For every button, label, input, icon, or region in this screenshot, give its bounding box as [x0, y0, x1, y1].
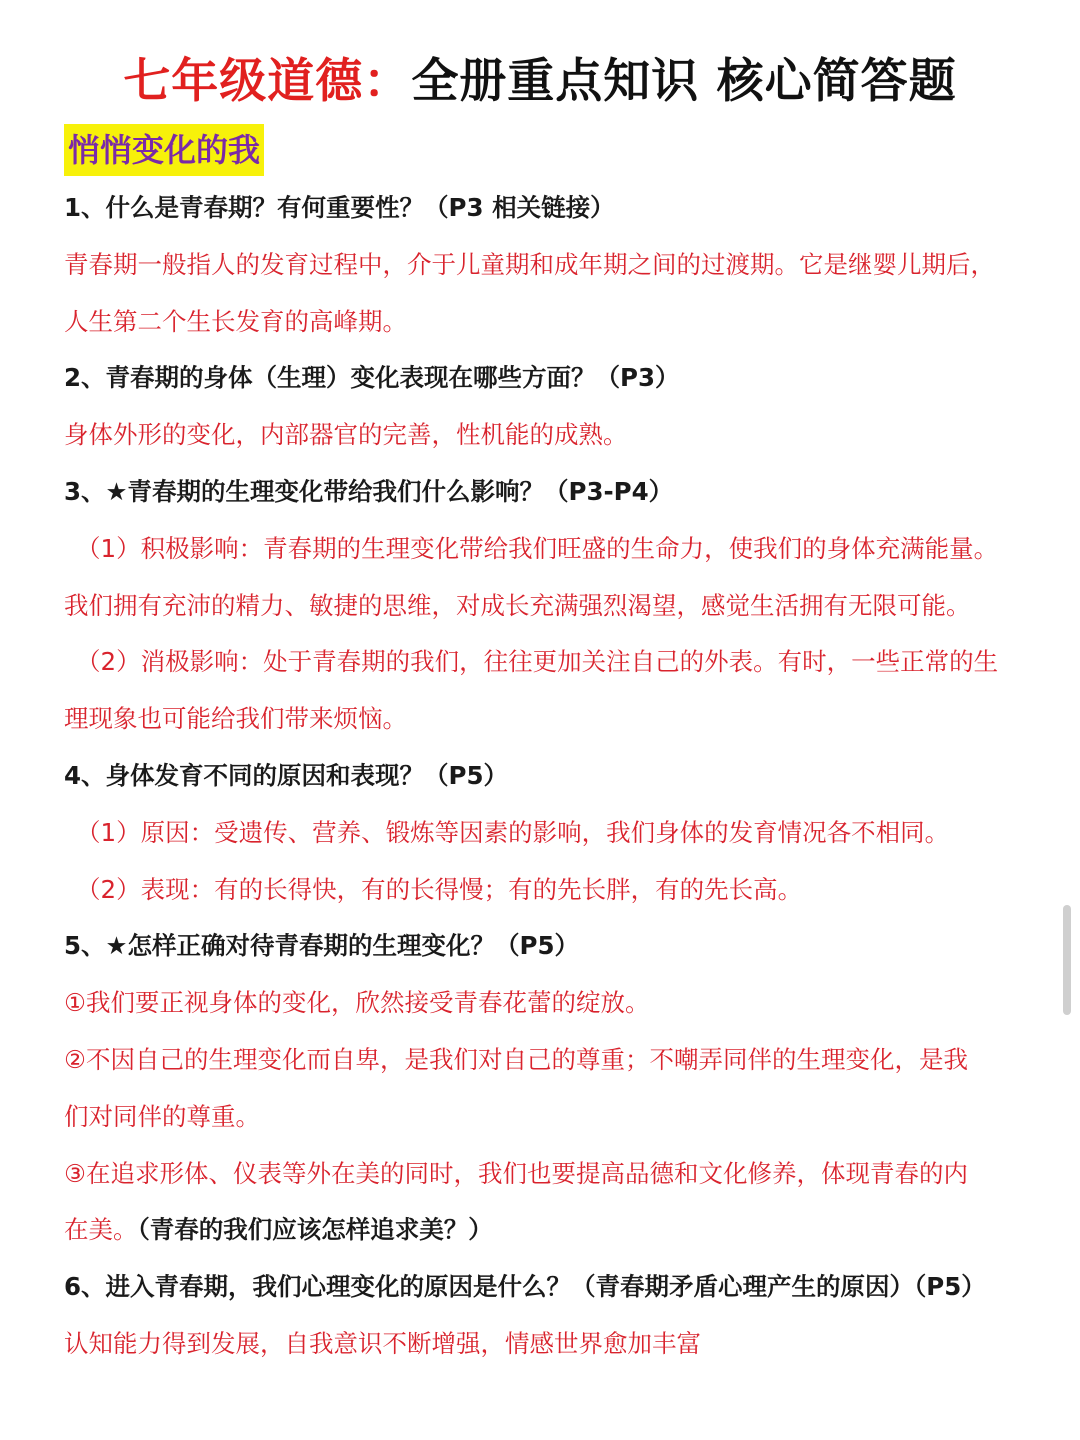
- question-2: 2、青春期的身体（生理）变化表现在哪些方面？（P3）: [64, 363, 680, 393]
- answer-6-line-1: 认知能力得到发展，自我意识不断增强，情感世界愈加丰富: [64, 1328, 701, 1358]
- answer-1-line-2: 人生第二个生长发育的高峰期。: [64, 306, 407, 336]
- answer-3-line-3: （2）消极影响：处于青春期的我们，往往更加关注自己的外表。有时，一些正常的生: [76, 647, 999, 677]
- question-1: 1、什么是青春期？有何重要性？（P3 相关链接）: [64, 193, 615, 222]
- answer-3-line-2: 我们拥有充沛的精力、敏捷的思维，对成长充满强烈渴望，感觉生活拥有无限可能。: [64, 590, 971, 620]
- answer-5-line-5-text: 在美。: [64, 1215, 138, 1245]
- scrollbar-thumb[interactable]: [1063, 905, 1071, 1015]
- section-heading: 悄悄变化的我: [64, 124, 264, 176]
- page-title: [0, 52, 1080, 112]
- question-6: 6、进入青春期，我们心理变化的原因是什么？（青春期矛盾心理产生的原因）（P5）: [64, 1272, 986, 1302]
- answer-4-line-1: （1）原因：受遗传、营养、锻炼等因素的影响，我们身体的发育情况各不相同。: [76, 817, 950, 847]
- answer-5-line-5: [64, 1202, 1024, 1259]
- answer-4-line-2: （2）表现：有的长得快，有的长得慢；有的先长胖，有的先长高。: [76, 874, 803, 904]
- qa-content: [64, 180, 1024, 1373]
- answer-5-line-4: ③在追求形体、仪表等外在美的同时，我们也要提高品德和文化修养，体现青春的内: [64, 1158, 968, 1188]
- answer-1-line-1: 青春期一般指人的发育过程中，介于儿童期和成年期之间的过渡期。它是继婴儿期后，: [64, 249, 995, 279]
- question-5: 5、★怎样正确对待青春期的生理变化？（P5）: [64, 931, 580, 961]
- question-4: 4、身体发育不同的原因和表现？（P5）: [64, 760, 509, 790]
- answer-5-inline-question: （青春的我们应该怎样追求美？）: [137, 1215, 493, 1245]
- answer-2-line-1: 身体外形的变化，内部器官的完善，性机能的成熟。: [64, 420, 628, 450]
- question-3: 3、★青春期的生理变化带给我们什么影响？（P3-P4）: [64, 476, 674, 506]
- answer-5-line-3: 们对同伴的尊重。: [64, 1101, 260, 1131]
- answer-3-line-1: （1）积极影响：青春期的生理变化带给我们旺盛的生命力，使我们的身体充满能量。: [76, 533, 999, 563]
- answer-5-line-2: ②不因自己的生理变化而自卑，是我们对自己的尊重；不嘲弄同伴的生理变化，是我: [64, 1044, 968, 1074]
- answer-3-line-4: 理现象也可能给我们带来烦恼。: [64, 704, 407, 734]
- answer-5-line-1: ①我们要正视身体的变化，欣然接受青春花蕾的绽放。: [64, 988, 650, 1018]
- title-main: 全册重点知识 核心简答题: [411, 54, 957, 109]
- title-prefix: 七年级道德：: [123, 54, 412, 109]
